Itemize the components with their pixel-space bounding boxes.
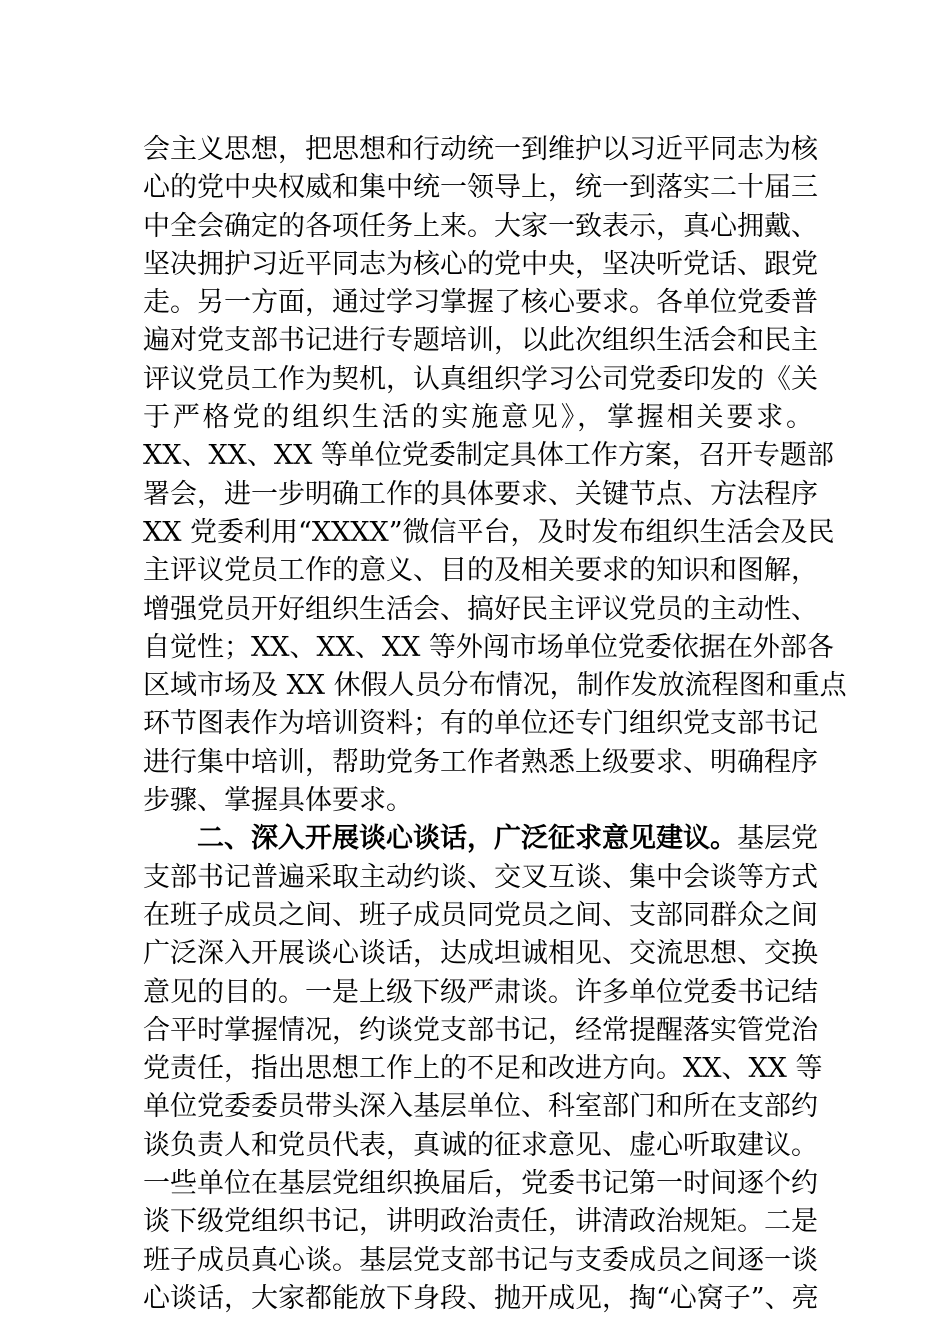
body-text — [143, 131, 847, 1318]
section-heading: 二、深入开展谈心谈话，广泛征求意见建议。 — [197, 823, 737, 855]
section-heading-line — [143, 820, 818, 858]
text-line: 主评议党员工作的意义、目的及相关要求的知识和图解， — [143, 555, 818, 587]
text-line: 署会，进一步明确工作的具体要求、关键节点、方法程序 — [143, 478, 818, 510]
text-line: 广泛深入开展谈心谈话，达成坦诚相见、交流思想、交换 — [143, 938, 818, 970]
text-line: 心谈话，大家都能放下身段、抛开成见，掏“心窝子”、亮 — [143, 1282, 819, 1314]
text-line: 中全会确定的各项任务上来。大家一致表示，真心拥戴、 — [143, 210, 818, 242]
text-line: 党责任，指出思想工作上的不足和改进方向。XX、XX 等 — [143, 1053, 823, 1085]
text-line: 会主义思想，把思想和行动统一到维护以习近平同志为核 — [143, 134, 818, 165]
text-line: XX、XX、XX 等单位党委制定具体工作方案，召开专题部 — [143, 440, 834, 472]
text-line: 自觉性；XX、XX、XX 等外闯市场单位党委依据在外部各 — [143, 631, 834, 663]
text-line: 在班子成员之间、班子成员同党员之间、支部同群众之间 — [143, 899, 818, 931]
text-line: 合平时掌握情况，约谈党支部书记，经常提醒落实管党治 — [143, 1014, 818, 1046]
text-line: 增强党员开好组织生活会、搞好民主评议党员的主动性、 — [143, 593, 818, 625]
text-line: 支部书记普遍采取主动约谈、交叉互谈、集中会谈等方式 — [143, 861, 818, 893]
text-line: 环节图表作为培训资料；有的单位还专门组织党支部书记 — [143, 708, 818, 740]
text-line: 谈负责人和党员代表，真诚的征求意见、虚心听取建议。 — [143, 1129, 818, 1161]
text-line: 意见的目的。一是上级下级严肃谈。许多单位党委书记结 — [143, 976, 818, 1008]
text-line: 坚决拥护习近平同志为核心的党中央，坚决听党话、跟党 — [143, 248, 818, 280]
text-line: 进行集中培训，帮助党务工作者熟悉上级要求、明确程序 — [143, 746, 818, 778]
text-line: 走。另一方面，通过学习掌握了核心要求。各单位党委普 — [143, 287, 818, 319]
text-line: 一些单位在基层党组织换届后，党委书记第一时间逐个约 — [143, 1168, 818, 1200]
text-line: 班子成员真心谈。基层党支部书记与支委成员之间逐一谈 — [143, 1244, 818, 1276]
text-line: 评议党员工作为契机，认真组织学习公司党委印发的《关 — [143, 363, 818, 395]
text-run: 基层党 — [737, 823, 818, 855]
text-line: 谈下级党组织书记，讲明政治责任，讲清政治规矩。二是 — [143, 1206, 818, 1238]
text-line: 心的党中央权威和集中统一领导上，统一到落实二十届三 — [143, 172, 818, 204]
text-line: 遍对党支部书记进行专题培训，以此次组织生活会和民主 — [143, 325, 818, 357]
text-line: 步骤、掌握具体要求。 — [143, 785, 413, 817]
text-line: 单位党委委员带头深入基层单位、科室部门和所在支部约 — [143, 1091, 818, 1123]
text-line: XX 党委利用“XXXX”微信平台，及时发布组织生活会及民 — [143, 516, 835, 548]
text-line: 于严格党的组织生活的实施意见》，掌握相关要求。 — [143, 402, 813, 434]
text-line: 区域市场及 XX 休假人员分布情况，制作发放流程图和重点 — [143, 670, 847, 702]
